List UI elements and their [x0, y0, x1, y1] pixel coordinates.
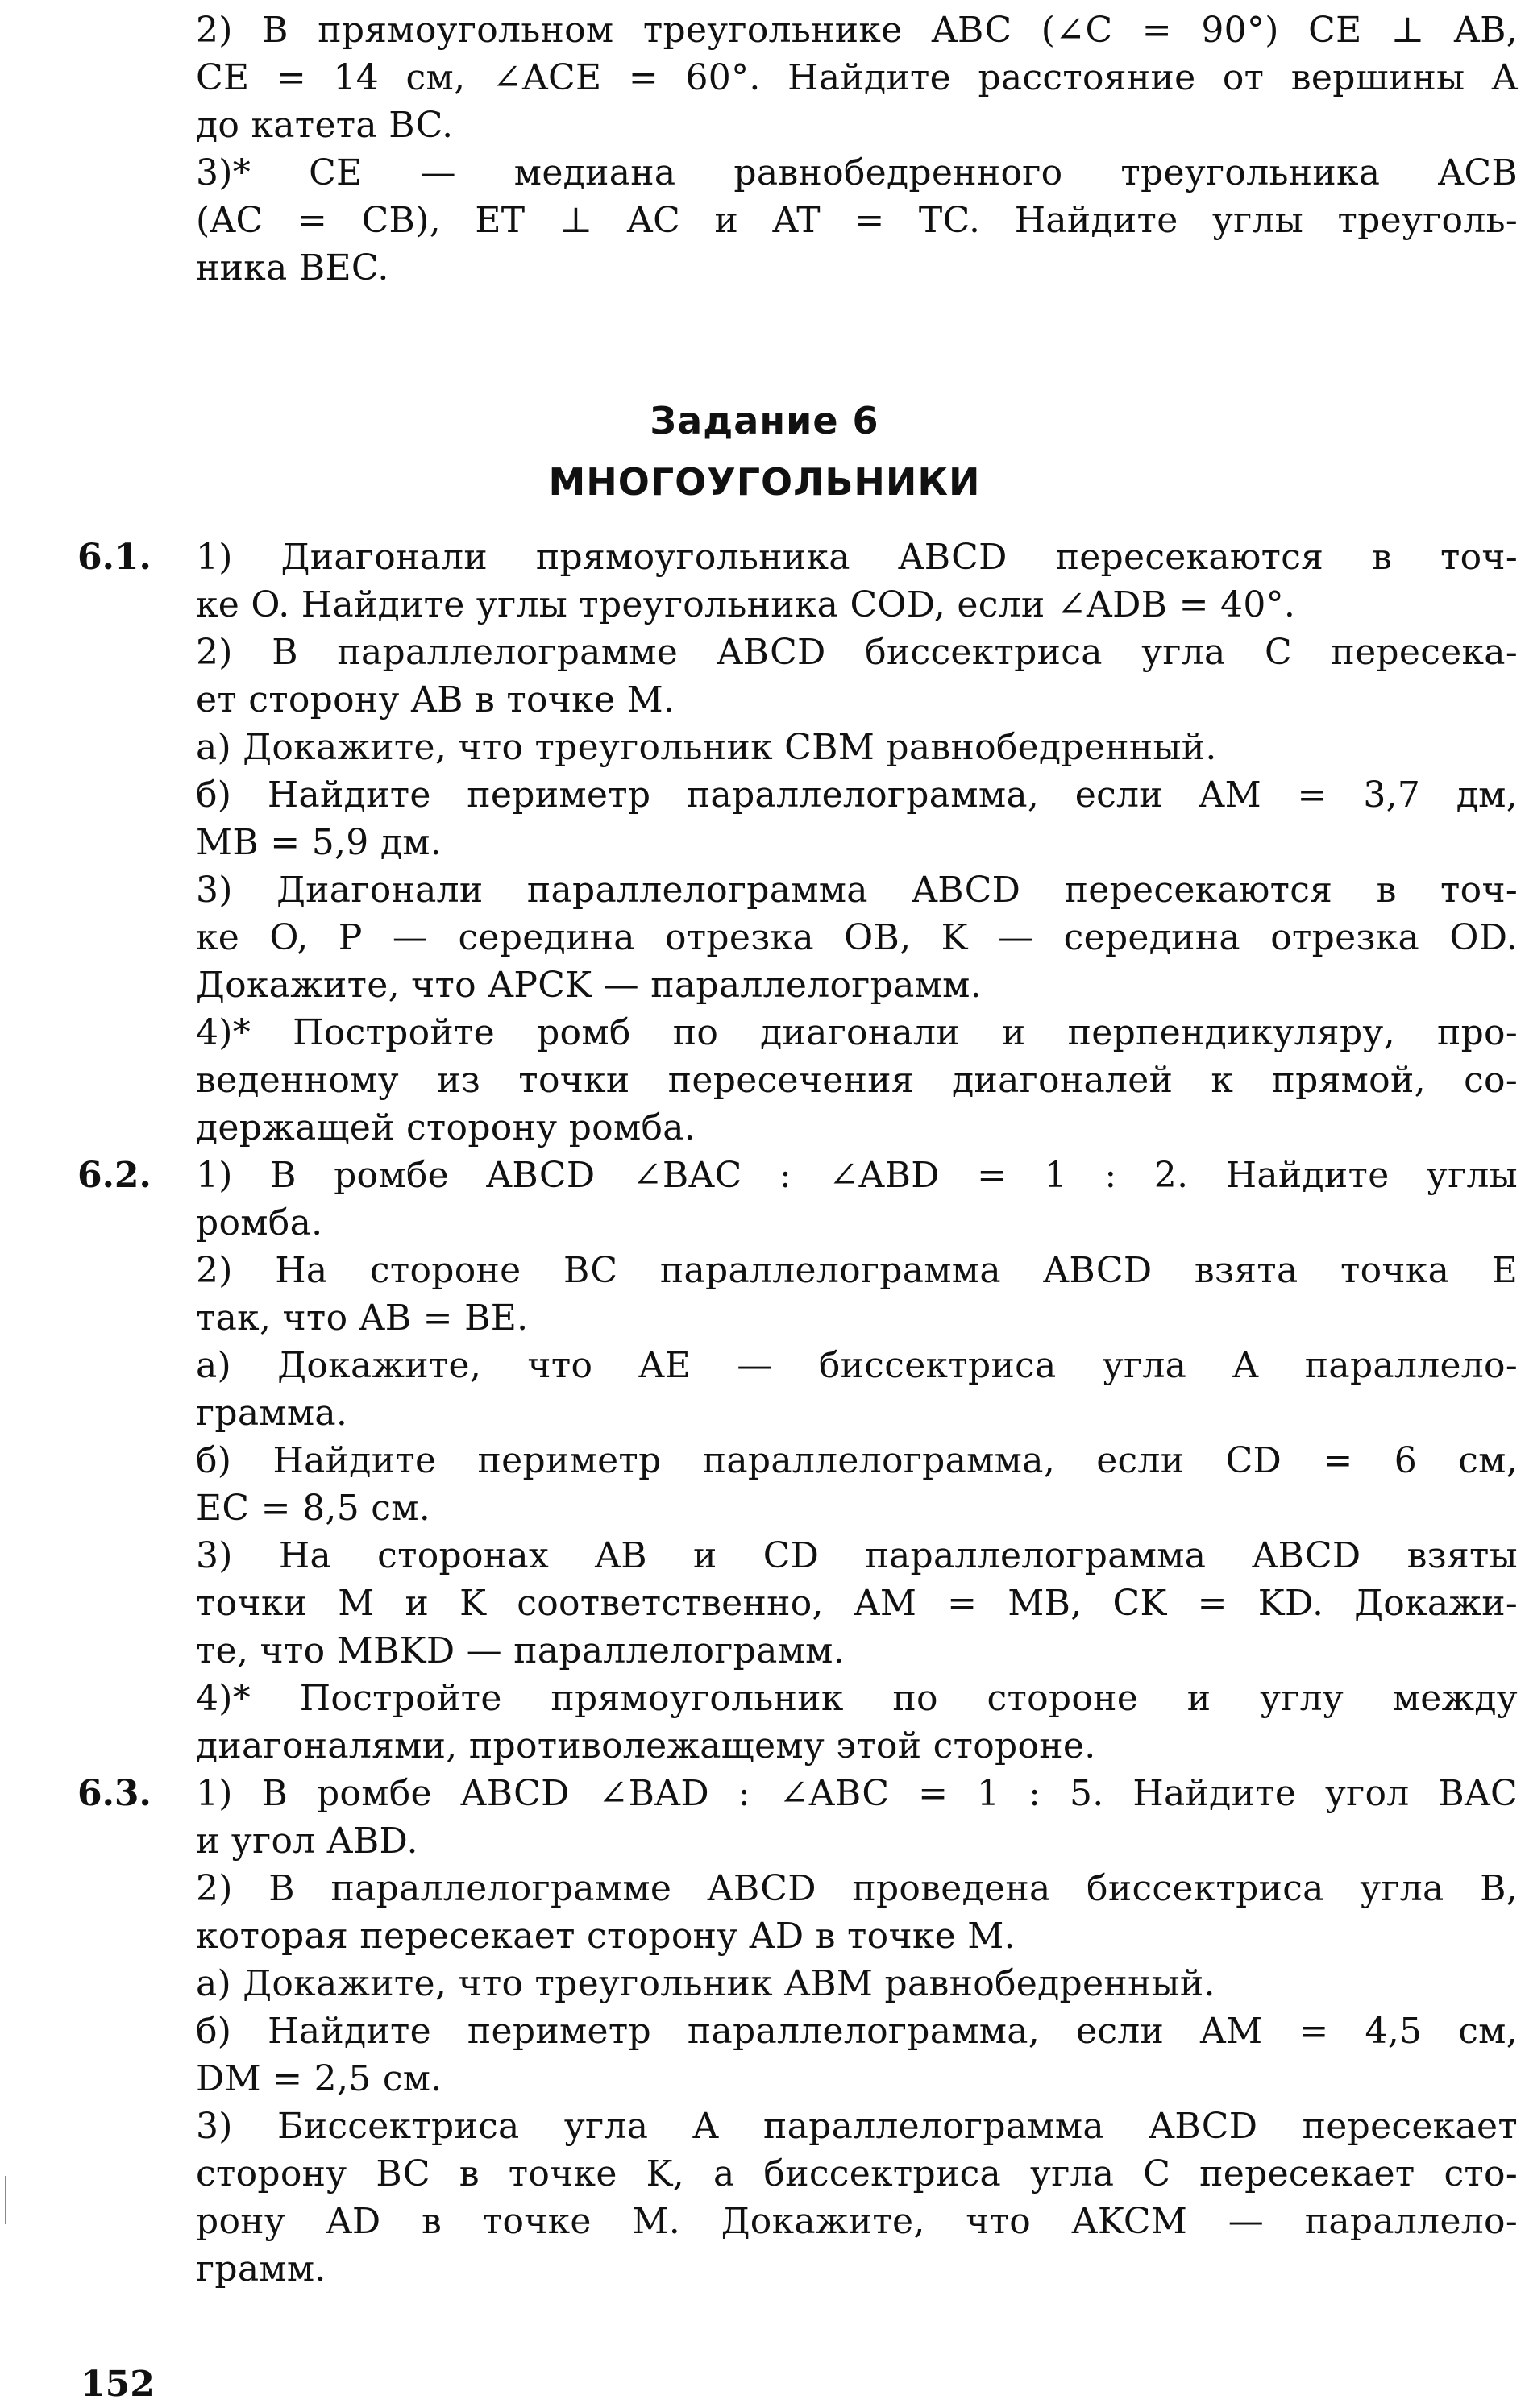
text-line: точки M и K соответственно, AM = MB, CK = KD. Докажи-	[196, 1583, 1518, 1624]
previous-task-continuation	[196, 6, 1518, 292]
problem-number: 6.2.	[77, 1155, 152, 1196]
section-title: Задание 6	[650, 399, 879, 442]
text-line: 2) В прямоугольном треугольнике ABC (∠C = 90°) CE ⊥ AB,	[196, 10, 1518, 51]
text-line: ке O, P — середина отрезка OB, K — середина отрезка OD.	[196, 917, 1518, 958]
text-line: б) Найдите периметр параллелограмма, если AM = 3,7 дм,	[196, 774, 1518, 816]
text-line: веденному из точки пересечения диагоналей к прямой, со-	[196, 1060, 1518, 1101]
problem-6-1	[196, 533, 1518, 1152]
text-line: 4)* Постройте прямоугольник по стороне и углу между	[196, 1678, 1518, 1719]
text-line: 3)* CE — медиана равнобедренного треугольника ACB	[196, 152, 1518, 193]
text-line: б) Найдите периметр параллелограмма, если CD = 6 см,	[196, 1440, 1518, 1481]
text-line: до катета BC.	[196, 105, 454, 146]
text-line: рону AD в точке M. Докажите, что AKCM — параллело-	[196, 2201, 1518, 2242]
text-line: и угол ABD.	[196, 1821, 418, 1862]
text-line: 3) На сторонах AB и CD параллелограмма ABCD взяты	[196, 1535, 1518, 1576]
page-number: 152	[81, 2364, 155, 2405]
text-line: а) Докажите, что треугольник ABM равнобедренный.	[196, 1963, 1215, 2004]
problem-6-3	[196, 1770, 1518, 2293]
problem-number: 6.3.	[77, 1773, 152, 1814]
text-line: 1) В ромбе ABCD ∠BAC : ∠ABD = 1 : 2. Найдите углы	[196, 1155, 1518, 1196]
scan-margin-mark	[5, 2176, 6, 2224]
text-line: а) Докажите, что AE — биссектриса угла A параллело-	[196, 1345, 1518, 1386]
text-line: грамм.	[196, 2248, 326, 2290]
problem-number: 6.1.	[77, 537, 152, 578]
text-line: 1) Диагонали прямоугольника ABCD пересекаются в точ-	[196, 537, 1518, 578]
text-line: которая пересекает сторону AD в точке M.	[196, 1916, 1016, 1957]
text-line: те, что MBKD — параллелограмм.	[196, 1630, 845, 1671]
text-line: 2) На стороне BC параллелограмма ABCD взята точка E	[196, 1250, 1518, 1291]
text-line: б) Найдите периметр параллелограмма, если AM = 4,5 см,	[196, 2011, 1518, 2052]
text-line: а) Докажите, что треугольник CBM равнобедренный.	[196, 727, 1217, 768]
text-line: CE = 14 см, ∠ACE = 60°. Найдите расстояние от вершины A	[196, 57, 1518, 98]
text-line: 2) В параллелограмме ABCD проведена биссектриса угла B,	[196, 1868, 1518, 1909]
text-line: ромба.	[196, 1202, 323, 1243]
text-line: 4)* Постройте ромб по диагонали и перпендикуляру, про-	[196, 1012, 1518, 1053]
text-line: 3) Диагонали параллелограмма ABCD пересекаются в точ-	[196, 870, 1518, 911]
text-line: 2) В параллелограмме ABCD биссектриса угла C пересека-	[196, 632, 1518, 673]
text-line: диагоналями, противолежащему этой стороне.	[196, 1725, 1096, 1767]
text-line: держащей сторону ромба.	[196, 1107, 696, 1148]
problem-6-2	[196, 1152, 1518, 1770]
text-line: DM = 2,5 см.	[196, 2058, 442, 2099]
text-line: грамма.	[196, 1393, 348, 1434]
text-line: 1) В ромбе ABCD ∠BAD : ∠ABC = 1 : 5. Найдите угол BAC	[196, 1773, 1518, 1814]
text-line: EC = 8,5 см.	[196, 1488, 431, 1529]
text-line: сторону BC в точке K, а биссектриса угла C пересекает сто-	[196, 2153, 1518, 2194]
text-line: Докажите, что APCK — параллелограмм.	[196, 965, 982, 1006]
text-line: так, что AB = BE.	[196, 1297, 529, 1339]
text-line: ет сторону AB в точке M.	[196, 679, 675, 720]
text-line: (AC = CB), ET ⊥ AC и AT = TC. Найдите углы треуголь-	[196, 200, 1518, 241]
text-line: ника BEC.	[196, 247, 389, 289]
text-line: 3) Биссектриса угла A параллелограмма ABCD пересекает	[196, 2106, 1518, 2147]
text-line: ке O. Найдите углы треугольника COD, если ∠ADB = 40°.	[196, 584, 1296, 625]
section-subtitle: МНОГОУГОЛЬНИКИ	[548, 460, 981, 504]
text-line: MB = 5,9 дм.	[196, 822, 442, 863]
